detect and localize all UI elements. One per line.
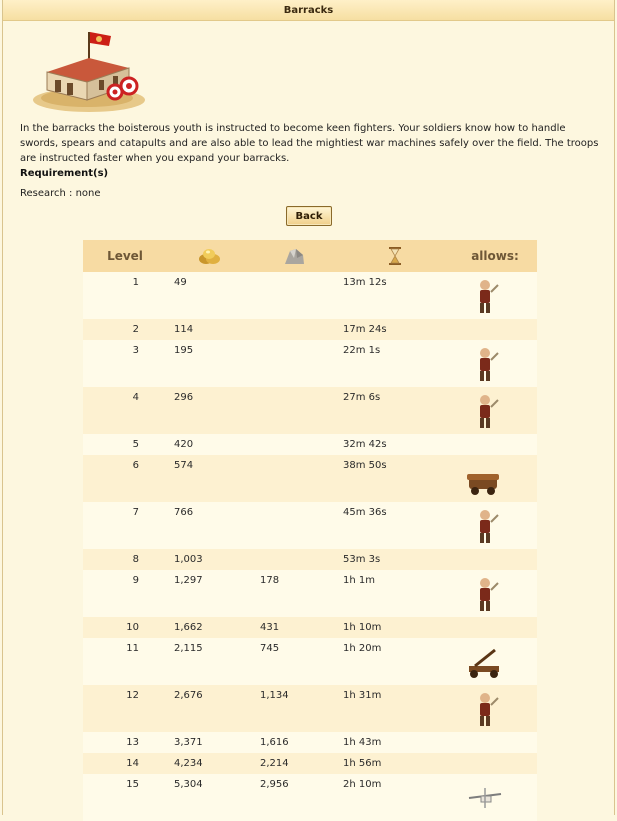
axe-thrower-icon <box>465 574 505 614</box>
stone-cost-cell: 2,956 <box>260 779 289 790</box>
gold-cost-cell: 420 <box>174 439 194 450</box>
level-cell: 7 <box>132 507 139 518</box>
build-time-cell: 1h 31m <box>343 690 382 701</box>
archer-icon <box>465 506 505 546</box>
gold-cost-cell: 3,371 <box>174 737 203 748</box>
table-row <box>83 638 537 685</box>
table-row <box>83 570 537 617</box>
requirements-heading: Requirement(s) <box>20 168 109 179</box>
gold-cost-cell: 1,297 <box>174 575 203 586</box>
spearman-icon <box>465 391 505 431</box>
level-column-header: Level <box>107 249 143 263</box>
level-cell: 2 <box>132 324 139 335</box>
table-row <box>83 387 537 434</box>
stone-cost-cell: 431 <box>260 622 280 633</box>
swordsman-icon <box>465 276 505 316</box>
table-row <box>83 434 537 455</box>
level-cell: 8 <box>132 554 139 565</box>
gold-cost-cell: 1,662 <box>174 622 203 633</box>
level-cell: 10 <box>126 622 139 633</box>
table-row <box>83 753 537 774</box>
battering-ram-icon <box>465 459 505 499</box>
gold-cost-cell: 114 <box>174 324 194 335</box>
back-button[interactable]: Back <box>286 206 332 226</box>
level-cell: 5 <box>132 439 139 450</box>
build-time-cell: 1h 1m <box>343 575 375 586</box>
window-title: Barracks <box>3 0 614 21</box>
level-cell: 11 <box>126 643 139 654</box>
build-time-cell: 1h 20m <box>343 643 382 654</box>
table-header <box>83 240 537 272</box>
build-time-cell: 32m 42s <box>343 439 387 450</box>
table-row <box>83 774 537 821</box>
level-cell: 12 <box>126 690 139 701</box>
table-row <box>83 502 537 549</box>
requirements-research: Research : none <box>20 188 101 199</box>
build-time-cell: 1h 43m <box>343 737 382 748</box>
build-time-cell: 53m 3s <box>343 554 381 565</box>
catapult-icon <box>465 642 505 682</box>
table-row <box>83 455 537 502</box>
level-cell: 6 <box>132 460 139 471</box>
gold-cost-cell: 2,115 <box>174 643 203 654</box>
gold-cost-cell: 296 <box>174 392 194 403</box>
barracks-window <box>2 0 615 815</box>
table-row <box>83 549 537 570</box>
allows-column-header: allows: <box>471 249 519 263</box>
gold-cost-cell: 4,234 <box>174 758 203 769</box>
level-cell: 9 <box>132 575 139 586</box>
level-cell: 3 <box>132 345 139 356</box>
level-cell: 13 <box>126 737 139 748</box>
table-row <box>83 272 537 319</box>
build-time-cell: 1h 10m <box>343 622 382 633</box>
stone-cost-cell: 178 <box>260 575 280 586</box>
slinger-icon <box>465 344 505 384</box>
build-time-cell: 27m 6s <box>343 392 381 403</box>
gold-cost-cell: 5,304 <box>174 779 203 790</box>
gold-cost-cell: 766 <box>174 507 194 518</box>
barracks-building-icon <box>29 26 149 114</box>
build-time-cell: 22m 1s <box>343 345 381 356</box>
build-time-cell: 45m 36s <box>343 507 387 518</box>
gold-cost-cell: 1,003 <box>174 554 203 565</box>
table-body <box>83 272 537 821</box>
build-time-cell: 1h 56m <box>343 758 382 769</box>
table-row <box>83 617 537 638</box>
heavy-warrior-icon <box>465 689 505 729</box>
level-cell: 4 <box>132 392 139 403</box>
hourglass-icon <box>337 246 453 266</box>
table-row <box>83 732 537 753</box>
gold-icon <box>167 246 251 266</box>
build-time-cell: 17m 24s <box>343 324 387 335</box>
build-time-cell: 13m 12s <box>343 277 387 288</box>
level-cell: 1 <box>132 277 139 288</box>
stone-cost-cell: 1,134 <box>260 690 289 701</box>
gold-cost-cell: 574 <box>174 460 194 471</box>
level-cell: 15 <box>126 779 139 790</box>
build-time-cell: 38m 50s <box>343 460 387 471</box>
stone-icon <box>251 246 337 266</box>
stone-cost-cell: 1,616 <box>260 737 289 748</box>
table-row <box>83 319 537 340</box>
building-description: In the barracks the boisterous youth is instructed to become keen fighters. Your soldiers know how to handle swords, spears and catapults and are also able to lead the mightiest war machines safely over the field. The troops are instructed faster when you expand your barracks. <box>20 123 599 164</box>
gold-cost-cell: 49 <box>174 277 187 288</box>
flying-machine-icon <box>465 778 505 818</box>
level-cell: 14 <box>126 758 139 769</box>
stone-cost-cell: 745 <box>260 643 280 654</box>
table-row <box>83 685 537 732</box>
gold-cost-cell: 2,676 <box>174 690 203 701</box>
stone-cost-cell: 2,214 <box>260 758 289 769</box>
gold-cost-cell: 195 <box>174 345 194 356</box>
table-row <box>83 340 537 387</box>
build-time-cell: 2h 10m <box>343 779 382 790</box>
level-table <box>83 240 537 821</box>
